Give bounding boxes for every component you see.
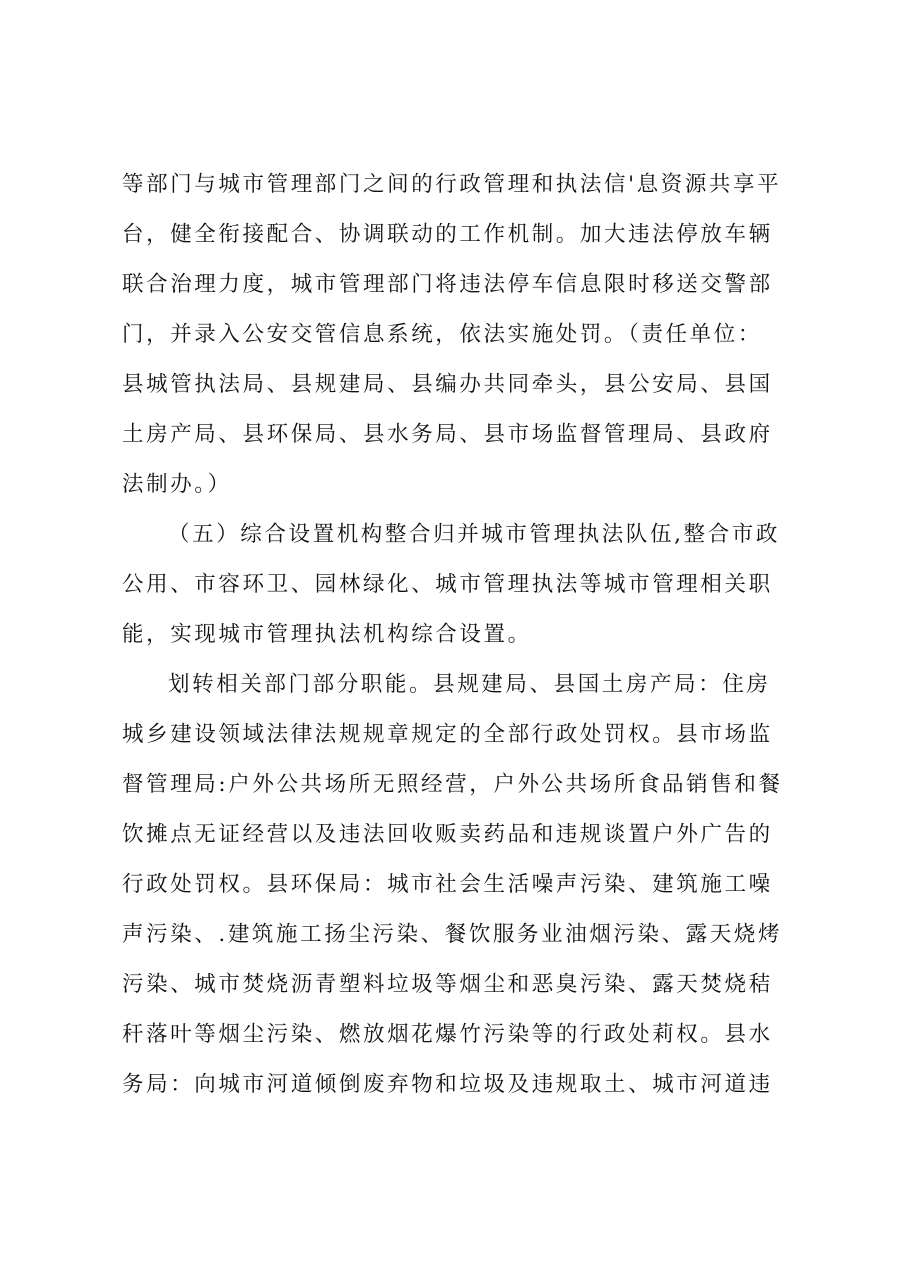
text-line: 台，健全衔接配合、协调联动的工作机制。加大违法停放车辆 (122, 222, 773, 247)
text-line: 联合治理力度，城市管理部门将违法停车信息限时移送交警部 (122, 272, 773, 297)
text-line: 等部门与城市管理部门之间的行政管理和执法信'息资源共享平 (122, 172, 782, 197)
text-line: 秆落叶等烟尘污染、燃放烟花爆竹污染等的行政处莉权。县水 (122, 1022, 773, 1047)
text-line: 土房产局、县环保局、县水务局、县市场监督管理局、县政府 (122, 422, 773, 447)
text-line: 务局：向城市河道倾倒废弃物和垃圾及违规取土、城市河道违 (122, 1072, 773, 1097)
text-line: 饮摊点无证经营以及违法回收贩卖药品和违规谈置户外广告的 (122, 822, 773, 847)
text-line: 城乡建设领域法律法规规章规定的全部行政处罚权。县市场监 (122, 722, 773, 747)
paragraph-first-line: 划转相关部门部分职能。县规建局、县国土房产局：住房 (168, 672, 771, 697)
text-line: 能，实现城市管理执法机构综合设置。 (122, 622, 532, 647)
text-line: 污染、城市焚烧沥青塑料垃圾等烟尘和恶臭污染、露天焚烧秸 (122, 972, 773, 997)
paragraph-heading-line: （五）综合设置机构整合归并城市管理执法队伍,整合市政 (168, 522, 780, 547)
text-line: 门，并录入公安交管信息系统，依法实施处罚。（责任单位： (122, 322, 762, 347)
text-line: 行政处罚权。县环保局：城市社会生活噪声污染、建筑施工噪 (122, 872, 773, 897)
text-line: 督管理局:户外公共场所无照经营，户外公共场所食品销售和餐 (122, 772, 783, 797)
text-line: 公用、市容环卫、园林绿化、城市管理执法等城市管理相关职 (122, 572, 773, 597)
text-line: 法制办。） (122, 472, 232, 497)
text-line: 县城管执法局、县规建局、县编办共同牵头，县公安局、县国 (122, 372, 773, 397)
text-line: 声污染、.建筑施工扬尘污染、餐饮服务业油烟污染、露天烧烤 (122, 922, 783, 947)
